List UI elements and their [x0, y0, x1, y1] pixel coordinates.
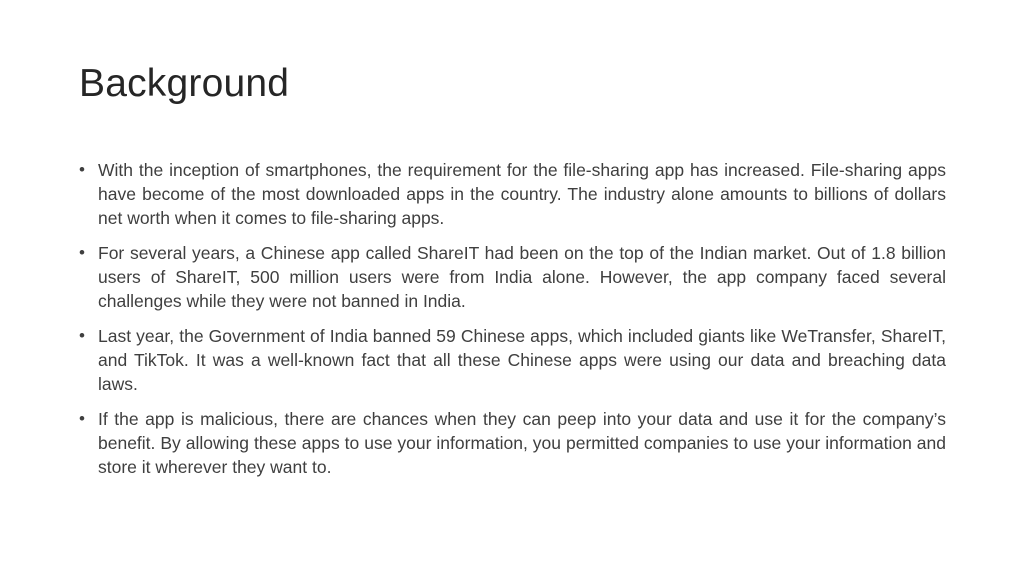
bullet-marker-icon: • [79, 326, 85, 345]
bullet-item [79, 158, 946, 230]
bullet-item [79, 241, 946, 313]
bullet-marker-icon: • [79, 243, 85, 262]
bullet-list [79, 158, 946, 490]
bullet-marker-icon: • [79, 160, 85, 179]
bullet-text: With the inception of smartphones, the requirement for the file-sharing app has increased. File-sharing apps have become of the most downloaded apps in the country. The industry alone amounts to billions of dollars net worth when it comes to file-sharing apps. [98, 160, 946, 228]
bullet-item [79, 407, 946, 479]
bullet-text: Last year, the Government of India banned 59 Chinese apps, which included giants like WeTransfer, ShareIT, and TikTok. It was a well-known fact that all these Chinese apps were using our data and breaching data laws. [98, 326, 946, 394]
bullet-text: For several years, a Chinese app called ShareIT had been on the top of the Indian market. Out of 1.8 billion users of ShareIT, 500 million users were from India alone. However, the app company faced several challenges while they were not banned in India. [98, 243, 946, 311]
slide-title: Background [79, 62, 290, 105]
bullet-item [79, 324, 946, 396]
bullet-text: If the app is malicious, there are chances when they can peep into your data and use it for the company’s benefit. By allowing these apps to use your information, you permitted companies to use your information and store it wherever they want to. [98, 409, 946, 477]
bullet-marker-icon: • [79, 409, 85, 428]
